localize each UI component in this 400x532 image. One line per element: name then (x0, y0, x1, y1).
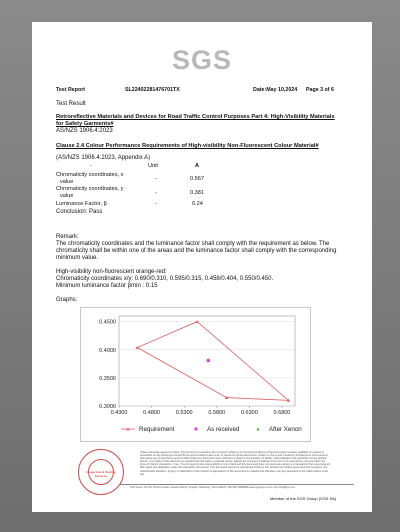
graphs-label: Graphs: (56, 297, 78, 303)
remark-line1: The chromaticity coordinates and the luminance factor shall comply with the requirement as below. The (56, 241, 330, 247)
x-tick-label: 0.4800 (143, 410, 161, 416)
row-label-luminance: Luminance Factor, β (56, 201, 107, 207)
remark-line3: minimum value. (56, 255, 99, 261)
y-tick-label: 0.3000 (99, 404, 116, 410)
standard-title-line2: for Safety Garments# (56, 121, 114, 127)
requirement-area (137, 322, 288, 401)
min-luminance: Minimum luminance factor βmin : 0.15 (56, 283, 158, 289)
x-tick-label: 0.4300 (110, 410, 128, 416)
chromaticity-coordinates: Chromaticity coordinates x/y: 0.690/0.310, 0.595/0.315, 0.458/0.404, 0.550/0.450. (56, 276, 274, 282)
color-heading: High-visibility non-fluorescent orange-red: (56, 269, 167, 275)
section-label: Test Result (56, 101, 86, 107)
row-label-x-line2: value (60, 179, 74, 185)
y-tick-label: 0.3500 (99, 375, 116, 382)
table-header-unit: Unit (148, 163, 158, 169)
row-label-x-line1: Chromaticity coordinates, x (56, 172, 124, 178)
report-date: Date:May 10,2024 (253, 87, 298, 93)
y-tick-label: 0.4000 (99, 347, 116, 354)
conclusion: Conclusion: Pass (56, 209, 103, 215)
row-unit-luminance: - (155, 201, 157, 207)
legend-label: Requirement (139, 426, 175, 433)
row-unit-y: - (155, 190, 157, 196)
sgs-logo: SGS (172, 45, 233, 75)
testing-stamp (78, 449, 124, 495)
legend-as-received-marker (195, 428, 198, 431)
report-number: SL22402281476701TX (125, 87, 180, 93)
row-label-y-line1: Chromaticity coordinates, y (56, 186, 124, 192)
x-tick-label: 0.6800 (273, 410, 291, 416)
row-unit-x: - (155, 176, 157, 182)
legend-after-xenon-marker (257, 427, 260, 430)
footer-address: SGS Center, No.143, Zhuzhou Road, Laoshan District, Qingdao, Shandong, China 266101 t (86-532) 68999888 www.sgsgroup.com.cn sgs.china@sgs.com (130, 486, 296, 489)
stamp-text: Inspection & Testing Services (86, 470, 116, 478)
x-tick-label: 0.6300 (240, 410, 258, 416)
row-value-y: 0.381 (190, 190, 204, 196)
x-tick-label: 0.5300 (175, 410, 193, 416)
row-value-luminance: 0.24 (192, 201, 203, 207)
test-report-label: Test Report (56, 87, 86, 93)
member-of-sgs: Member of the SGS Group (SGS SA) (270, 496, 337, 501)
legend-label: After Xenon (269, 426, 302, 433)
legend-label: As received (207, 426, 240, 433)
chromaticity-chart (80, 307, 311, 442)
y-tick-label: 0.4500 (99, 319, 116, 326)
x-tick-label: 0.5800 (208, 410, 226, 416)
remark-label: Remark: (56, 234, 79, 240)
standard-title-line1: Retroreflective Materials and Devices for Road Traffic Control Purposes Part 4: High-Visibility Materials (56, 114, 335, 120)
row-value-x: 0.567 (190, 176, 204, 182)
remark-line2: chromaticity shall be within one of the areas and the luminance factor shall comply with the corresponding (56, 248, 337, 254)
table-header-a: A (195, 163, 200, 169)
footer-divider (120, 484, 354, 485)
as-received-point (207, 359, 210, 362)
footer-disclaimer: Unless otherwise agreed in writing, this document is issued by the Company subject to its General Conditions of Service printed overleaf, available on request or accessible at http://www.sgs.com/en/Terms-and-Conditions.aspx and, for electronic format documents, subject to Terms and Conditions for Electronic Documents at http://www.sgs.com/en/Terms-and-Conditions/Terms-e-Document.aspx. Attention is drawn to the limitation of liability, indemnification and jurisdiction issues defined therein. Any holder of this document is advised that information contained hereon reflects the Company's findings at the time of its intervention only and within the limits of Client's instructions, if any. The Company's sole responsibility is to its Client and this document does not exonerate parties to a transaction from exercising all their rights and obligations under the transaction documents. This document cannot be reproduced except in full, without prior written approval of the Company. Any unauthorized alteration, forgery or falsification of the content or appearance of this document is unlawful and offenders may be prosecuted to the fullest extent of the law. (140, 451, 330, 476)
table-header-blank: - (90, 163, 92, 169)
clause-heading: Clause 2.4 Colour Performance Requirements of High-visibility Non-Fluorescent Colour Material# (56, 143, 319, 149)
chart-svg (81, 308, 312, 443)
appendix-reference: (AS/NZS 1906.4:2023, Appendix A) (56, 155, 151, 161)
page-number: Page 3 of 6 (306, 87, 334, 93)
row-label-y-line2: value (60, 193, 74, 199)
standard-code: AS/NZS 1906.4:2023 (56, 128, 113, 134)
